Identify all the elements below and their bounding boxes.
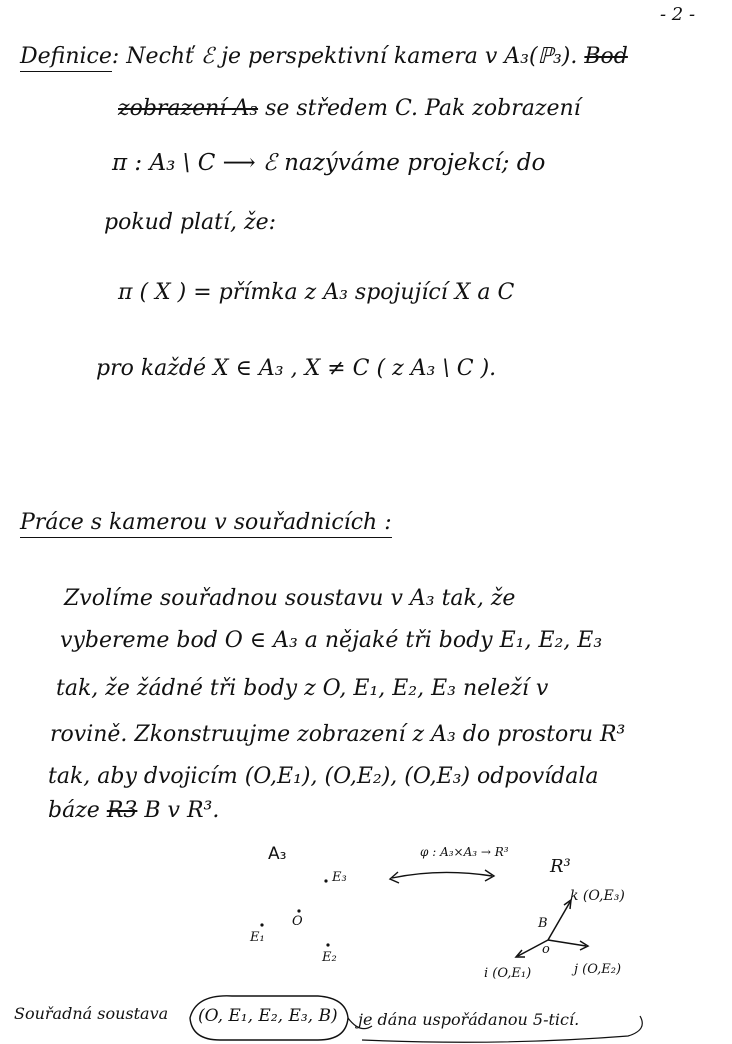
definition-line-2-text: se středem C. Pak zobrazení [265,96,581,121]
definition-formula: π ( X ) = přímka z A₃ spojující X a C [118,280,515,305]
section-line-6-start: báze [48,798,100,823]
section-struck-word: R3 [106,798,138,823]
point-e3-dot [324,879,327,882]
section-line-6-end: B v R³. [144,798,220,823]
vector-j-label: j (O,E₂) [574,962,622,977]
point-o-label: O [292,914,303,929]
definition-struck-phrase: zobrazení A₃ [118,96,259,121]
point-e3-label: E₃ [332,870,347,885]
map-arrow [392,872,492,878]
point-e1-dot [260,923,263,926]
diagram-map-label: φ : A₃×A₃ → R³ [420,845,509,859]
footer-tail: je dána uspořádanou 5-ticí. [358,1010,580,1029]
section-line-4: rovině. Zkonstruujme zobrazení z A₃ do prostoru R³ [50,722,626,747]
diagram-space-r3: R³ [550,856,571,877]
vector-k [548,902,570,940]
definition-label-text: Definice [20,44,112,72]
origin-label: o [542,942,550,957]
diagram-space-a3: A₃ [268,844,287,864]
section-title-text: Práce s kamerou v souřadnicích : [20,510,392,538]
point-e1-label: E₁ [250,930,265,945]
section-line-1: Zvolíme souřadnou soustavu v A₃ tak, že [64,586,516,611]
vector-i-label: i (O,E₁) [484,966,532,981]
section-line-5: tak, aby dvojicím (O,E₁), (O,E₂), (O,E₃) odpovídala [48,764,599,789]
section-line-3: tak, že žádné tři body z O, E₁, E₂, E₃ neleží v [56,676,549,701]
point-e2-label: E₂ [322,950,337,965]
point-o-dot [297,909,300,912]
basis-label: B [538,916,548,931]
vector-k-label: k (O,E₃) [570,888,625,904]
section-line-2: vybereme bod O ∈ A₃ a nějaké tři body E₁, E₂, E₃ [60,628,603,653]
definition-line-4: pokud platí, že: [104,210,277,235]
definition-line-1: : Nechť ℰ je perspektivní kamera v A₃(ℙ₃). [111,44,578,69]
definition-line-3: π : A₃ \ C ⟶ ℰ nazýváme projekcí; do [112,150,546,176]
footer-lead: Souřadná soustava [14,1004,169,1023]
definition-line-6: pro každé X ∈ A₃ , X ≠ C ( z A₃ \ C ). [96,356,497,381]
page-number: - 2 - [660,4,696,25]
point-e2-dot [326,943,329,946]
footer-tuple: (O, E₁, E₂, E₃, B) [198,1006,338,1026]
definition-struck-word: Bod [584,44,628,69]
